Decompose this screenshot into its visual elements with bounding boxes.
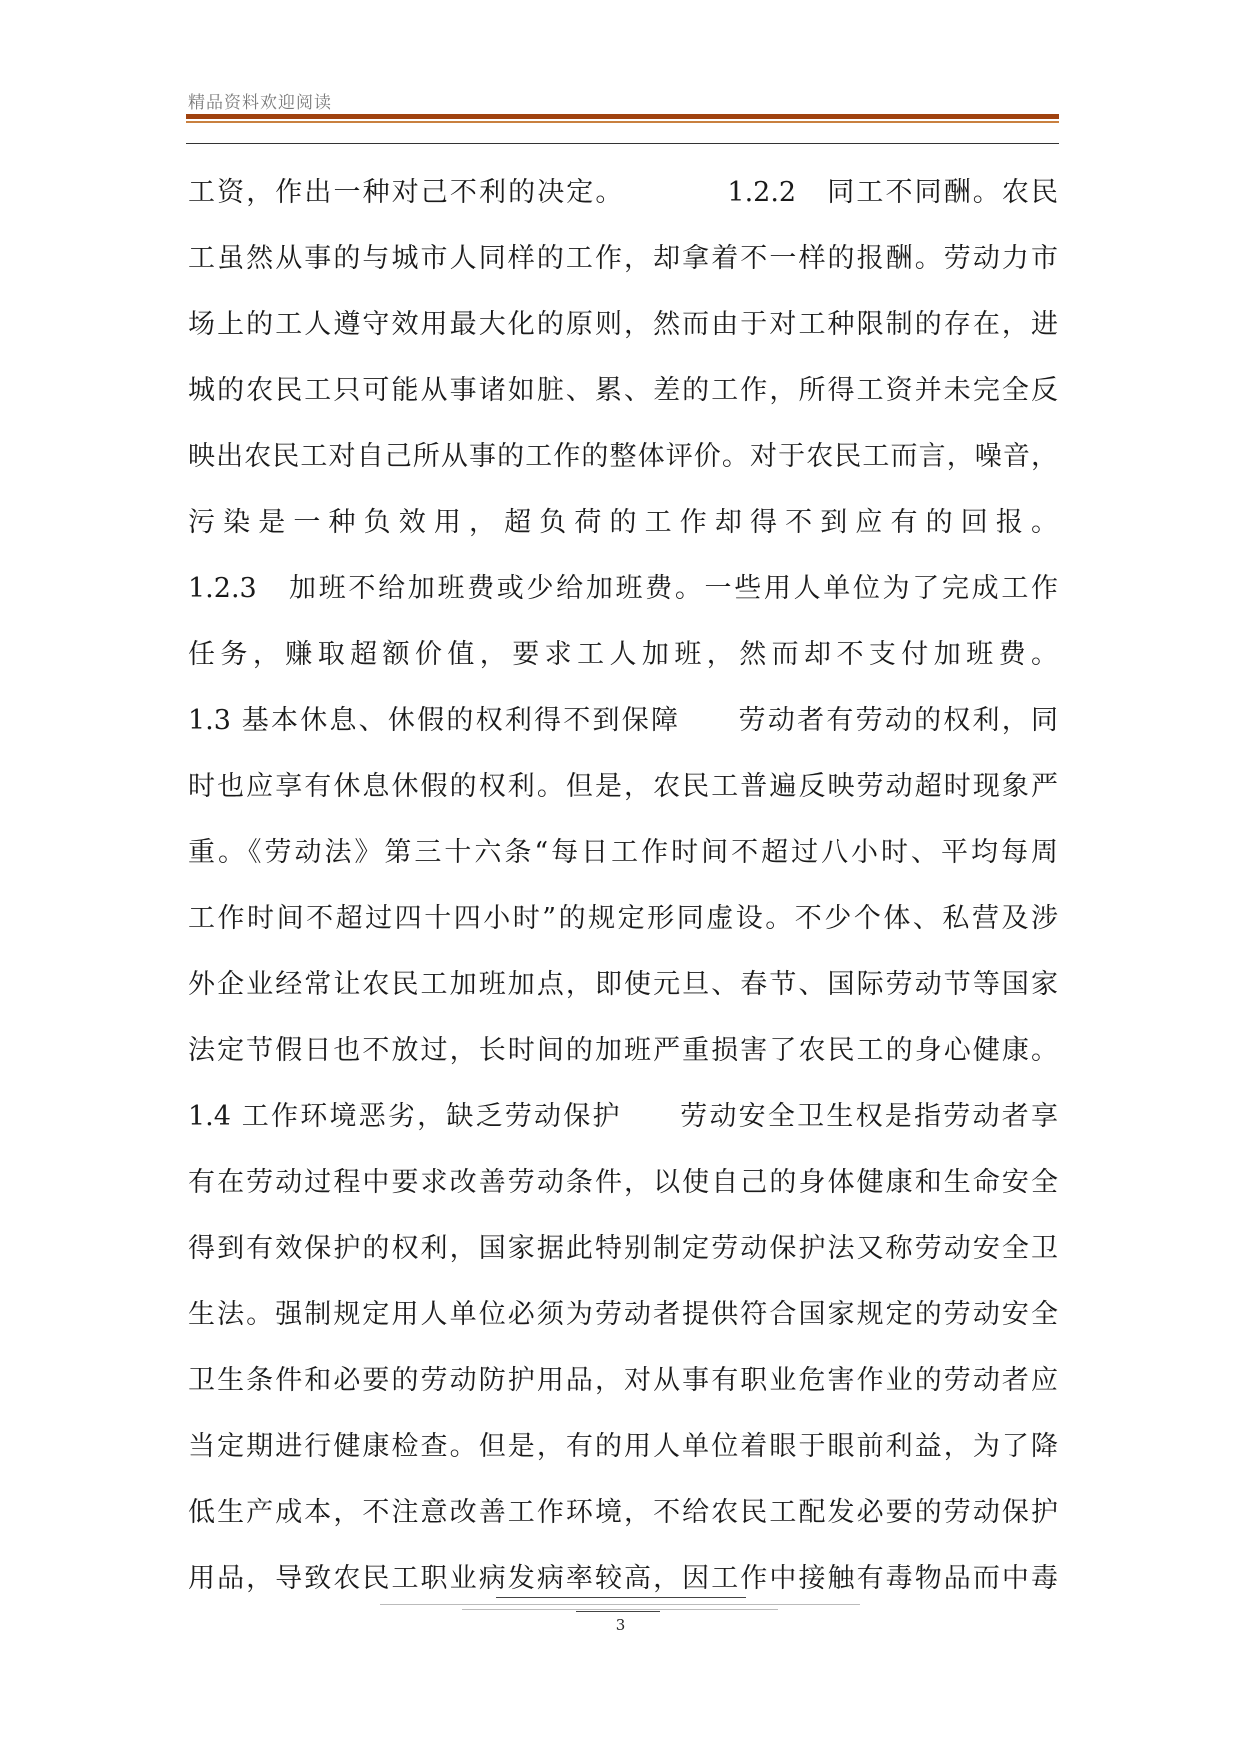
text-line: 重。《劳动法》第三十六条“每日工作时间不超过八小时、平均每周 (188, 837, 1058, 868)
document-body (188, 160, 1058, 1612)
text-line: 时也应享有休息休假的权利。但是，农民工普遍反映劳动超时现象严 (188, 771, 1058, 802)
text-line: 得到有效保护的权利，国家据此特别制定劳动保护法又称劳动安全卫 (188, 1233, 1058, 1264)
text-line: 法定节假日也不放过，长时间的加班严重损害了农民工的身心健康。 (188, 1035, 1058, 1066)
text-line: 任务，赚取超额价值，要求工人加班，然而却不支付加班费。 (188, 639, 1058, 670)
text-line: 城的农民工只可能从事诸如脏、累、差的工作，所得工资并未完全反 (188, 375, 1058, 406)
text-line: 污染是一种负效用，超负荷的工作却得不到应有的回报。 (188, 507, 1058, 538)
page-header-title: 精品资料欢迎阅读 (188, 93, 332, 113)
text-line: 低生产成本，不注意改善工作环境，不给农民工配发必要的劳动保护 (188, 1497, 1058, 1528)
footer-rule-upper (496, 1597, 746, 1598)
text-line: 有在劳动过程中要求改善劳动条件，以使自己的身体健康和生命安全 (188, 1167, 1058, 1198)
header-divider (186, 143, 1059, 144)
footer-rule-wide (380, 1604, 860, 1605)
text-line: 工资，作出一种对己不利的决定。 1.2.2 同工不同酬。农民 (188, 177, 1058, 208)
header-rule-thick (186, 114, 1059, 119)
footer-rule-mid (462, 1609, 778, 1610)
page-number: 3 (615, 1616, 626, 1634)
text-line: 用品，导致农民工职业病发病率较高，因工作中接触有毒物品而中毒 (188, 1563, 1058, 1594)
text-line: 生法。强制规定用人单位必须为劳动者提供符合国家规定的劳动安全 (188, 1299, 1058, 1330)
text-line: 卫生条件和必要的劳动防护用品，对从事有职业危害作业的劳动者应 (188, 1365, 1058, 1396)
text-line: 场上的工人遵守效用最大化的原则，然而由于对工种限制的存在，进 (188, 309, 1058, 340)
text-line: 映出农民工对自己所从事的工作的整体评价。对于农民工而言，噪音， (188, 441, 1058, 472)
text-line: 工虽然从事的与城市人同样的工作，却拿着不一样的报酬。劳动力市 (188, 243, 1058, 274)
text-line: 1.4 工作环境恶劣，缺乏劳动保护 劳动安全卫生权是指劳动者享 (188, 1101, 1058, 1132)
text-line: 1.2.3 加班不给加班费或少给加班费。一些用人单位为了完成工作 (188, 573, 1058, 604)
text-line: 1.3 基本休息、休假的权利得不到保障 劳动者有劳动的权利，同 (188, 705, 1058, 736)
footer-rule-short (576, 1611, 660, 1612)
text-line: 外企业经常让农民工加班加点，即使元旦、春节、国际劳动节等国家 (188, 969, 1058, 1000)
text-line: 当定期进行健康检查。但是，有的用人单位着眼于眼前利益，为了降 (188, 1431, 1058, 1462)
text-line: 工作时间不超过四十四小时”的规定形同虚设。不少个体、私营及涉 (188, 903, 1058, 934)
header-rule-thin (186, 121, 1059, 123)
